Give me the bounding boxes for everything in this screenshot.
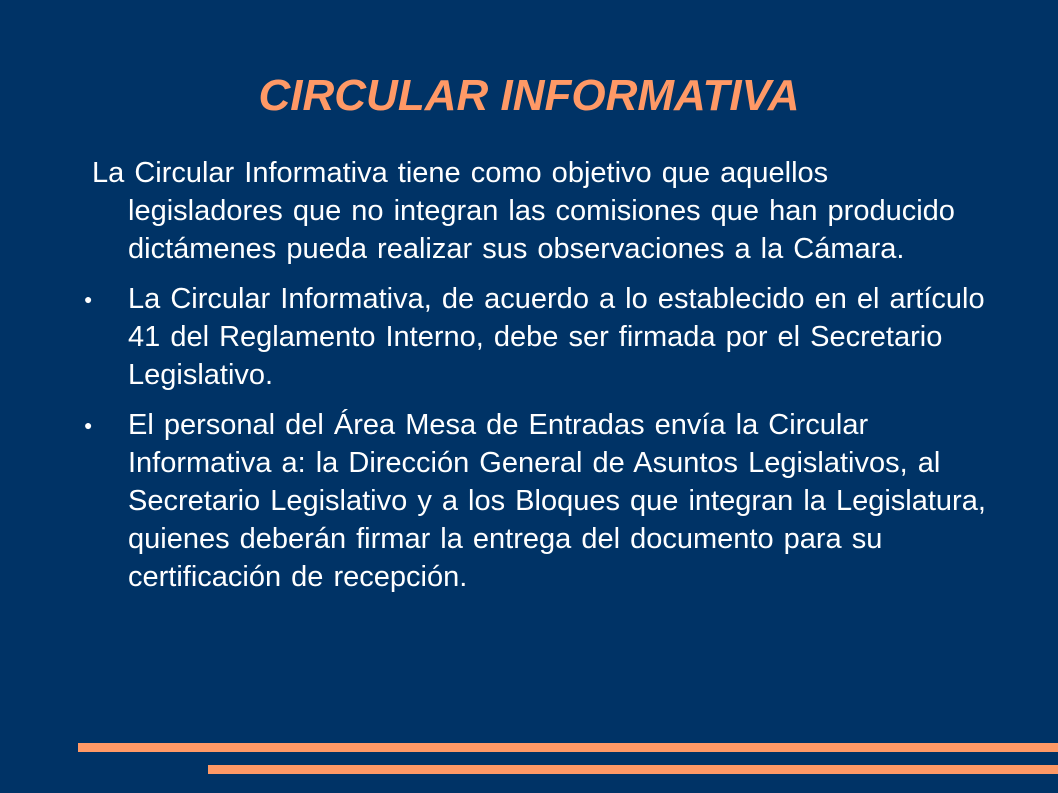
accent-bar-lower <box>208 765 1058 774</box>
bullet-item-distribution-text: El personal del Área Mesa de Entradas envía la Circular Informativa a: la Dirección General de Asuntos Legislativos, al Secretario Legislativo y a los Bloques que integran la Legislatura, quienes deberán firmar la entrega del documento para su certificación de recepción. <box>128 409 986 593</box>
accent-bar-upper <box>78 743 1058 752</box>
bullet-dot-icon: ● <box>84 291 93 307</box>
slide-title: CIRCULAR INFORMATIVA <box>258 71 800 120</box>
slide-body <box>84 154 992 608</box>
bullet-item-distribution <box>84 406 992 596</box>
bullet-item-signature-text: La Circular Informativa, de acuerdo a lo establecido en el artículo 41 del Reglamento Interno, debe ser firmada por el Secretario Legislativo. <box>128 283 985 391</box>
bullet-item-signature <box>84 280 992 394</box>
paragraph-intro-text: La Circular Informativa tiene como objetivo que aquellos legisladores que no integran las comisiones que han producido dictámenes pueda realizar sus observaciones a la Cámara. <box>92 157 955 265</box>
bullet-dot-icon: ● <box>84 417 93 433</box>
paragraph-intro <box>92 154 992 268</box>
